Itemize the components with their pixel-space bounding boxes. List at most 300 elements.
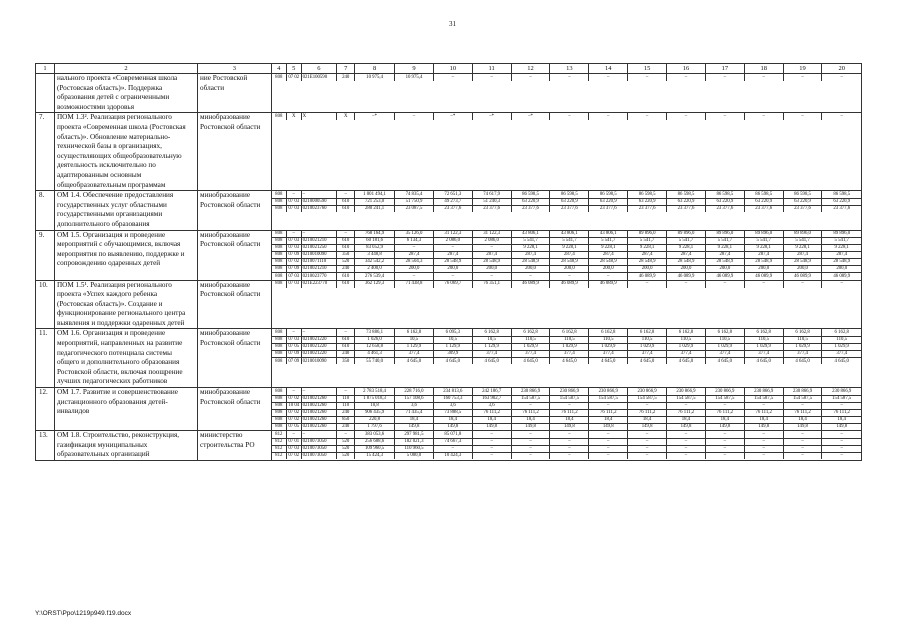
amount-cell: 377,4	[744, 350, 783, 357]
amount-cell: 23 377,6	[783, 205, 822, 212]
amount-cell: 157 108,6	[395, 395, 434, 402]
amount-cell: –*	[355, 113, 395, 120]
amount-cell: –	[589, 402, 628, 409]
amount-cell: 377,4	[667, 350, 706, 357]
amount-cell: 154 587,5	[511, 395, 550, 402]
budget-line	[272, 445, 861, 452]
header-cell: 4	[272, 64, 287, 73]
amount-cell: –	[628, 431, 667, 438]
amount-cell: 10,5	[433, 336, 472, 343]
budget-code-cell: 07 05	[288, 344, 300, 350]
amount-cell: 9 228,1	[783, 245, 822, 252]
budget-code-cell: 808	[272, 113, 287, 120]
budget-line	[272, 409, 861, 416]
budget-code-cell: 812	[272, 452, 287, 459]
budget-code-cell: –	[286, 388, 301, 395]
amount-cell: 377,4	[628, 350, 667, 357]
amount-cell: –	[822, 431, 861, 438]
amount-cell: –*	[433, 113, 472, 120]
amount-cell: 9 228,1	[511, 245, 550, 252]
amount-cell: –	[705, 452, 744, 459]
amount-cell: 234 813,6	[433, 388, 472, 395]
responsible-executor: ние Ростовской области	[198, 74, 272, 113]
budget-line	[272, 416, 861, 423]
amount-cell: 110,5	[550, 336, 589, 343]
amount-cell: 74 667,3	[433, 438, 472, 445]
amount-cell: 76 111,2	[744, 409, 783, 416]
amount-cell: –	[705, 281, 744, 288]
amount-cell: 28 548,9	[628, 259, 667, 266]
table-row	[36, 329, 862, 388]
amount-cell: 110 960,5	[395, 445, 434, 452]
budget-code-cell: 808	[272, 329, 287, 336]
amount-cell: –	[472, 74, 511, 81]
amount-cell: 5 541,7	[667, 238, 706, 245]
amount-cell: 71 435,4	[395, 409, 434, 416]
budget-code-cell: 808	[272, 388, 287, 395]
amount-cell: 89 896,0	[667, 231, 706, 238]
amount-cell: –	[840, 74, 843, 80]
amount-cell: 377,4	[395, 350, 434, 357]
table-row	[36, 388, 862, 431]
amount-cell: 287,4	[744, 252, 783, 259]
amount-cell: 9 228,1	[744, 245, 783, 252]
amount-cell: 73 888,5	[433, 409, 472, 416]
amount-cell: 154 587,5	[550, 395, 589, 402]
amount-cell: 6 162,8	[667, 329, 706, 336]
amount-cell: 46 089,9	[783, 273, 822, 280]
amount-cell: –	[395, 245, 434, 252]
amount-cell: 3,6	[433, 402, 472, 409]
amount-cell: 28 548,9	[511, 259, 550, 266]
budget-code-cell: –	[337, 231, 355, 238]
budget-code-cell: 808	[272, 245, 287, 252]
amount-cell: 83 052,9	[355, 245, 395, 252]
amount-cell: 1 129,9	[395, 343, 434, 350]
amount-cell: 149,8	[783, 423, 822, 430]
responsible-executor: минобразование Ростовской области	[198, 388, 272, 431]
amount-cell: 287,4	[589, 252, 628, 259]
amount-cell: 43 806,1	[550, 231, 589, 238]
amount-cell: 35 126,0	[395, 231, 434, 238]
amount-cell: 76 111,2	[550, 409, 589, 416]
amount-cell: –	[840, 453, 843, 459]
amount-cell: –	[395, 273, 434, 280]
budget-code-cell: 610	[337, 245, 355, 252]
budget-code-cell: 240	[337, 350, 355, 357]
budget-code-cell: 021E223770	[301, 281, 337, 288]
amount-cell: 149,8	[705, 423, 744, 430]
amount-cell: 1 029,9	[705, 343, 744, 350]
amount-cell: –	[628, 438, 667, 445]
amount-cell: –	[783, 431, 822, 438]
budget-code-cell: 808	[272, 259, 287, 266]
header-cell: 15	[628, 64, 667, 73]
amount-cell: 230 866,9	[511, 388, 550, 395]
budget-line	[272, 431, 861, 438]
budget-code-cell: 240	[337, 266, 355, 273]
amount-cell: 63 220,9	[511, 198, 550, 205]
budget-code-cell: 07 03	[288, 198, 300, 204]
amount-cell: 5 541,7	[822, 238, 861, 245]
header-cell: 11	[472, 64, 511, 73]
budget-code-cell: 0210021250	[301, 245, 337, 252]
amount-cell: 3,6	[395, 402, 434, 409]
amount-cell: 200,0	[511, 266, 550, 273]
header-cell: 18	[744, 64, 783, 73]
header-cell: 6	[301, 64, 337, 73]
amount-cell: 18,4	[667, 416, 706, 423]
budget-code-cell: 07 02	[288, 74, 300, 80]
amount-cell: 63 220,9	[589, 198, 628, 205]
amount-cell: 28 548,9	[822, 259, 861, 266]
budget-code-cell: 07 09	[288, 358, 300, 364]
amount-cell: 55 740,0	[355, 357, 395, 364]
amount-cell: 76 351,1	[472, 281, 511, 288]
amount-cell: 287,4	[628, 252, 667, 259]
amount-cell: 5 541,7	[550, 238, 589, 245]
amount-cell: 5 541,7	[744, 238, 783, 245]
budget-line	[272, 350, 861, 357]
amount-cell: 149,8	[433, 423, 472, 430]
amount-cell: 46 089,9	[705, 273, 744, 280]
amount-cell: –	[550, 113, 589, 120]
budget-code-cell: 808	[272, 336, 287, 343]
budget-code-cell: 610	[337, 281, 355, 288]
amount-cell: 76 111,2	[589, 409, 628, 416]
amount-cell: –	[744, 281, 783, 288]
amount-cell: –	[589, 273, 628, 280]
amount-cell: –	[744, 445, 783, 452]
budget-code-cell: 610	[337, 343, 355, 350]
amount-cell: –	[744, 452, 783, 459]
budget-line	[272, 231, 861, 238]
header-cell: 16	[667, 64, 706, 73]
amount-cell: 63 220,9	[744, 198, 783, 205]
budget-code-cell: 808	[272, 273, 287, 280]
budget-code-cell: 021E100590	[301, 74, 337, 81]
amount-cell: –*	[472, 113, 511, 120]
budget-line	[272, 259, 861, 266]
amount-cell: –	[667, 438, 706, 445]
amount-cell: 4 645,0	[744, 357, 783, 364]
amount-cell: –	[783, 281, 822, 288]
budget-code-cell: 808	[272, 252, 287, 259]
budget-code-cell: 350	[337, 357, 355, 364]
amount-cell: 276 539,4	[355, 273, 395, 280]
amount-cell: 76 111,2	[705, 409, 744, 416]
responsible-executor: министерство строительства РО	[198, 431, 272, 461]
amount-cell: 4 645,0	[550, 357, 589, 364]
amount-cell: –	[667, 431, 706, 438]
amount-cell: 43 806,1	[511, 231, 550, 238]
amount-cell: 18,4	[395, 416, 434, 423]
amount-cell: 154 587,5	[628, 395, 667, 402]
amount-cell: 6 162,8	[589, 329, 628, 336]
budget-code-cell: 808	[272, 281, 287, 288]
amount-cell: –	[589, 74, 628, 81]
amount-cell: –	[550, 402, 589, 409]
amount-cell: –	[705, 74, 744, 81]
amount-cell: –	[395, 113, 434, 120]
amount-cell: 28 548,9	[550, 259, 589, 266]
amount-cell: 28 548,9	[433, 259, 472, 266]
budget-line	[272, 266, 861, 273]
budget-code-cell: 808	[272, 238, 287, 245]
amount-cell: 5 541,7	[589, 238, 628, 245]
amount-cell: 1 797,6	[355, 423, 395, 430]
budget-code-cell: 808	[272, 191, 287, 198]
amount-cell: –	[840, 114, 843, 120]
amount-cell: 46 089,9	[667, 273, 706, 280]
amount-cell: 149,8	[628, 423, 667, 430]
amount-cell: 31 122,3	[472, 231, 511, 238]
budget-code-cell: 0210010090	[301, 357, 337, 364]
amount-cell: 76 111,2	[783, 409, 822, 416]
amount-cell: –	[550, 438, 589, 445]
measure-name: ПОМ 1.3². Реализация регионального проекта «Современная школа (Ростовская область)». Обновление материально-технической базы в организациях, осуществляющих общеобразовательную деятельность исключительно по адаптированным основным общеобразовательным программам	[54, 113, 197, 191]
amount-cell: 18,4	[589, 416, 628, 423]
footer-file-path: Y:\ORST\Ppo\1219p949.f19.docx	[35, 610, 132, 617]
budget-code-cell: 07 02	[288, 395, 300, 401]
amount-cell: 4 645,0	[628, 357, 667, 364]
amount-cell: 287,4	[783, 252, 822, 259]
amount-cell: 230 866,9	[822, 388, 861, 395]
amount-cell: 28 548,9	[705, 259, 744, 266]
amount-cell: 383 053,6	[355, 431, 395, 438]
amount-cell: 200,0	[472, 266, 511, 273]
budget-code-cell: 808	[272, 402, 287, 409]
budget-code-cell: 808	[272, 395, 287, 402]
amount-cell: 1 875 018,3	[355, 395, 395, 402]
budget-line	[272, 452, 861, 459]
amount-cell: 163 902,7	[472, 395, 511, 402]
amount-cell: –	[667, 281, 706, 288]
amount-cell: 2 086,0	[433, 238, 472, 245]
amount-cell: 4 645,0	[472, 357, 511, 364]
amount-cell: 4 461,3	[355, 350, 395, 357]
budget-code-cell: 808	[272, 266, 287, 273]
amount-cell: 23 087,5	[395, 205, 434, 212]
amount-cell: 200,0	[822, 266, 861, 273]
amount-cell: 28 548,9	[667, 259, 706, 266]
budget-code-cell: 07 09	[288, 252, 300, 258]
amount-cell: 110,5	[667, 336, 706, 343]
budget-code-cell: 0210021220	[301, 343, 337, 350]
amount-cell: 287,4	[433, 252, 472, 259]
amount-cell: –	[511, 431, 550, 438]
header-cell: 14	[589, 64, 628, 73]
amount-cell: 1 029,9	[783, 343, 822, 350]
amount-cell: –	[472, 445, 511, 452]
budget-code-cell: 610	[337, 198, 355, 205]
amount-cell: 6 162,8	[472, 329, 511, 336]
table-row	[36, 74, 862, 113]
amount-cell: 63 220,9	[783, 198, 822, 205]
amount-cell: 85 071,8	[433, 431, 472, 438]
amount-cell: 906 435,9	[355, 409, 395, 416]
amount-cell: 31 122,3	[433, 231, 472, 238]
budget-code-cell: X	[286, 113, 301, 120]
amount-cell: 76 111,2	[628, 409, 667, 416]
amount-cell: 76 111,2	[472, 409, 511, 416]
budget-code-cell: –	[337, 191, 355, 198]
amount-cell: –	[511, 438, 550, 445]
budget-code-cell: 850	[337, 416, 355, 423]
budget-code-cell: 808	[272, 357, 287, 364]
header-cell: 12	[511, 64, 550, 73]
amount-cell: 1 001 494,1	[355, 191, 395, 198]
budget-values-group	[271, 431, 861, 461]
budget-code-cell: 07 03	[288, 445, 300, 451]
amount-cell: 287,4	[511, 252, 550, 259]
amount-cell: 9 228,1	[628, 245, 667, 252]
amount-cell: 18,4	[705, 416, 744, 423]
amount-cell: 287,4	[822, 252, 861, 259]
budget-line	[272, 191, 861, 198]
amount-cell: 15 424,3	[355, 452, 395, 459]
budget-code-cell: 0210021260	[301, 416, 337, 423]
amount-cell: –	[705, 113, 744, 120]
amount-cell: 110,5	[628, 336, 667, 343]
amount-cell: 377,4	[783, 350, 822, 357]
amount-cell: 6 162,8	[550, 329, 589, 336]
amount-cell: 18,4	[783, 416, 822, 423]
amount-cell: 10,5	[395, 336, 434, 343]
amount-cell: 86 598,5	[628, 191, 667, 198]
amount-cell: 86 598,5	[589, 191, 628, 198]
amount-cell: 9 228,1	[550, 245, 589, 252]
amount-cell: 149,8	[836, 424, 848, 430]
row-number: 13.	[36, 431, 55, 461]
amount-cell: 10 424,3	[433, 452, 472, 459]
budget-code-cell: –	[286, 231, 301, 238]
amount-cell: 3 448,8	[355, 252, 395, 259]
measure-name: ПОМ 1.5¹. Реализация регионального проекта «Успех каждого ребенка (Ростовская область)». Создание и функционирование регионального центра выявления и поддержки одаренных детей	[54, 280, 197, 329]
header-cell: 10	[433, 64, 472, 73]
amount-cell: 23 377,6	[667, 205, 706, 212]
amount-cell: 309,9	[433, 350, 472, 357]
amount-cell: 200,0	[744, 266, 783, 273]
budget-values-group	[271, 191, 861, 230]
amount-cell: –	[433, 445, 472, 452]
measure-name: ОМ 1.8. Строительство, реконструкция, газификация муниципальных образовательных организаций	[54, 431, 197, 461]
amount-cell: 230 866,9	[550, 388, 589, 395]
amount-cell: 200,0	[433, 266, 472, 273]
amount-cell: 230 866,9	[783, 388, 822, 395]
budget-code-cell: 07 09	[288, 266, 300, 272]
budget-code-cell: X	[337, 113, 355, 120]
budget-code-cell: 808	[272, 198, 287, 205]
amount-cell: –	[472, 245, 511, 252]
budget-code-cell: 812	[272, 431, 287, 438]
row-number: 11.	[36, 329, 55, 388]
budget-values-group	[271, 388, 861, 431]
budget-code-cell: 610	[337, 238, 355, 245]
amount-cell: 2 086,0	[472, 238, 511, 245]
budget-code-cell: 0210021260	[301, 409, 337, 416]
amount-cell: 10 975,4	[355, 74, 395, 81]
amount-cell: 1 029,9	[628, 343, 667, 350]
amount-cell: 154 587,5	[667, 395, 706, 402]
budget-code-cell: 10 04	[288, 402, 300, 408]
budget-line	[272, 329, 861, 336]
responsible-executor: минобразование Ростовской области	[198, 329, 272, 388]
amount-cell: –	[705, 445, 744, 452]
amount-cell: 287,4	[550, 252, 589, 259]
amount-cell: 287,4	[667, 252, 706, 259]
amount-cell: 1 129,9	[433, 343, 472, 350]
amount-cell: 51 750,9	[395, 198, 434, 205]
amount-cell: 28 504,3	[395, 259, 434, 266]
amount-cell: 10,5	[472, 336, 511, 343]
budget-code-cell: 07 09	[288, 351, 300, 357]
budget-code-cell: 808	[272, 423, 287, 430]
budget-code-cell: 0210000590	[301, 198, 337, 205]
amount-cell: 721 253,0	[355, 198, 395, 205]
header-cell: 8	[355, 64, 395, 73]
amount-cell: –	[744, 74, 783, 81]
amount-cell: 63 220,9	[667, 198, 706, 205]
budget-code-cell: 610	[337, 205, 355, 212]
amount-cell: –	[550, 452, 589, 459]
amount-cell: –	[822, 402, 861, 409]
budget-code-cell: 0210071110	[301, 259, 337, 266]
amount-cell: –	[550, 431, 589, 438]
amount-cell: 89 896,0	[744, 231, 783, 238]
amount-cell: 200,0	[705, 266, 744, 273]
amount-cell: 76 111,2	[822, 409, 861, 416]
amount-cell: 1 029,9	[667, 343, 706, 350]
budget-line	[272, 273, 861, 280]
budget-values-group	[271, 74, 861, 113]
budget-values-group	[271, 280, 861, 329]
responsible-executor: минобразование Ростовской области	[198, 230, 272, 280]
amount-cell: 74 617,9	[472, 191, 511, 198]
header-cell: 2	[54, 64, 197, 74]
amount-cell: 149,8	[511, 423, 550, 430]
amount-cell: 86 598,5	[744, 191, 783, 198]
amount-cell: 200,0	[550, 266, 589, 273]
amount-cell: 1 029,9	[822, 343, 861, 350]
header-cell: 5	[286, 64, 301, 73]
budget-code-cell: 0210021260	[301, 402, 337, 409]
amount-cell: 18,4	[822, 416, 861, 423]
amount-cell: 49 273,7	[433, 198, 472, 205]
budget-table	[35, 63, 862, 461]
header-cell: 17	[705, 64, 744, 73]
header-row	[36, 64, 862, 74]
amount-cell: 377,4	[589, 350, 628, 357]
amount-cell: –	[783, 438, 822, 445]
amount-cell: 51 240,3	[472, 198, 511, 205]
amount-cell: 149,8	[589, 423, 628, 430]
amount-cell: 228 716,0	[395, 388, 434, 395]
budget-code-cell: 0210021260	[301, 395, 337, 402]
amount-cell: 6 162,8	[744, 329, 783, 336]
amount-cell: –	[783, 113, 822, 120]
amount-cell: 149,8	[744, 423, 783, 430]
amount-cell: 110,5	[822, 336, 861, 343]
budget-line	[272, 238, 861, 245]
responsible-executor: минобразование Ростовской области	[198, 191, 272, 230]
amount-cell: 377,4	[472, 350, 511, 357]
budget-values-group	[271, 113, 861, 191]
amount-cell: 110,5	[744, 336, 783, 343]
amount-cell: –	[667, 452, 706, 459]
amount-cell: –	[628, 402, 667, 409]
budget-line	[272, 423, 861, 430]
